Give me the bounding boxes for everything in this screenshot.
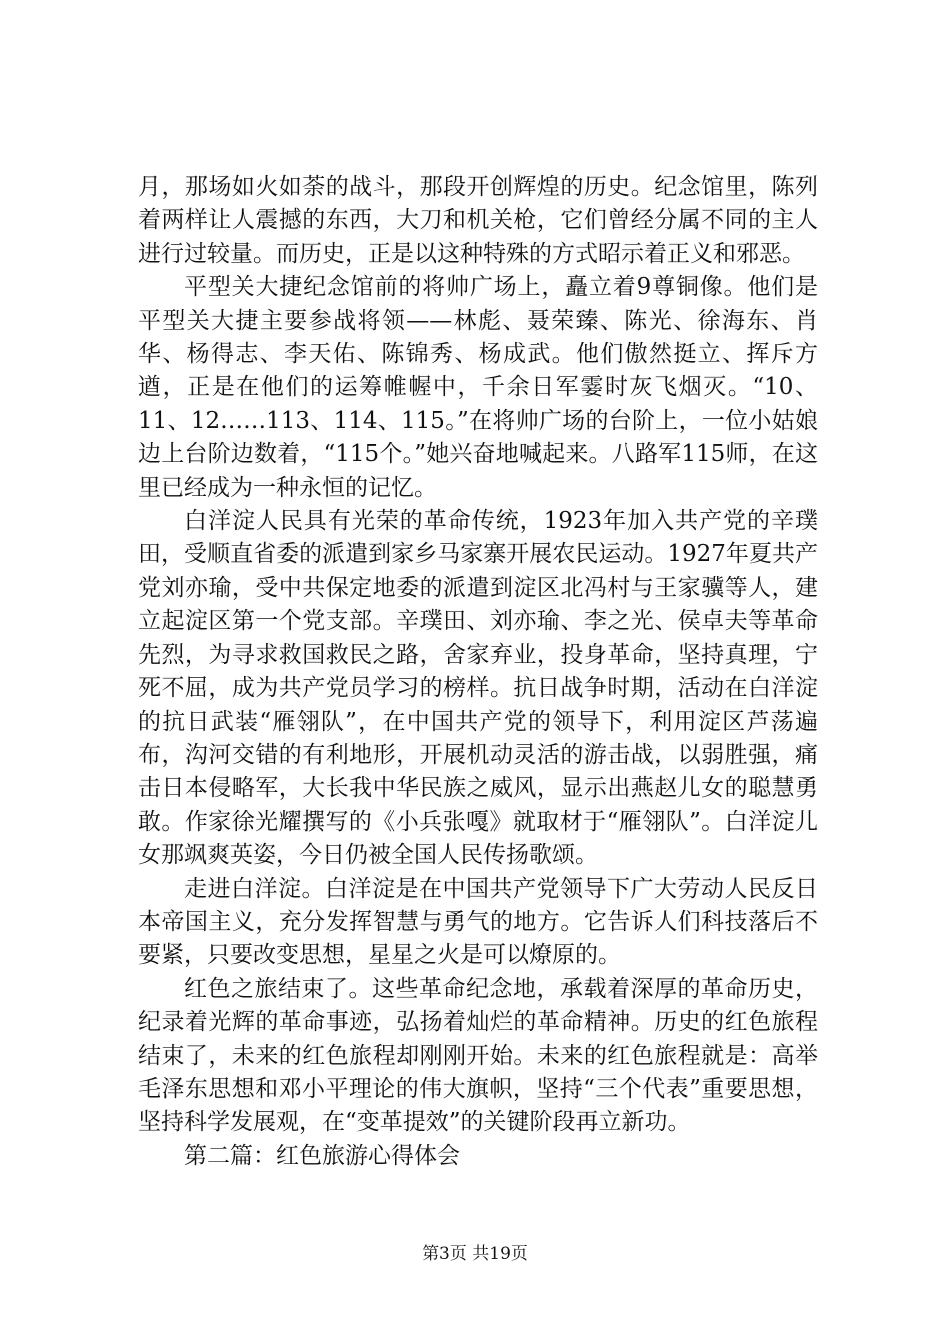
paragraph-visit-baiyangdian: 走进白洋淀。白洋淀是在中国共产党领导下广大劳动人民反日本帝国主义，充分发挥智慧与勇气的地方。它告诉人们科技落后不要紧，只要改变思想，星星之火是可以燎原的。: [138, 875, 818, 969]
paragraph-baiyangdian-history: 白洋淀人民具有光荣的革命传统，1923年加入共产党的辛璞田，受顺直省委的派遣到家乡马家寨开展农民运动。1927年夏共产党刘亦瑜，受中共保定地委的派遣到淀区北冯村与王家骥等人，建立起淀区第一个党支部。辛璞田、刘亦瑜、李之光、侯卓夫等革命先烈，为寻求救国救民之路，舍家弃业，投身革命，坚持真理，宁死不屈，成为共产党员学习的榜样。抗日战争时期，活动在白洋淀的抗日武装“雁翎队”，在中国共产党的领导下，利用淀区芦荡遍布，沟河交错的有利地形，开展机动灵活的游击战，以弱胜强，痛击日本侵略军，大长我中华民族之威风，显示出燕赵儿女的聪慧勇敢。作家徐光耀撰写的《小兵张嘎》就取材于“雁翎队”。白洋淀儿女那飒爽英姿，今日仍被全国人民传扬歌颂。: [138, 508, 818, 869]
page-number-footer: 第3页 共19页: [422, 1244, 528, 1264]
section-heading-part-two: 第二篇：红色旅游心得体会: [184, 1142, 460, 1169]
paragraph-conclusion: 红色之旅结束了。这些革命纪念地，承载着深厚的革命历史，纪录着光辉的革命事迹，弘扬着灿烂的革命精神。历史的红色旅程结束了，未来的红色旅程却刚刚开始。未来的红色旅程就是：高举毛泽东思想和邓小平理论的伟大旗帜，坚持“三个代表”重要思想，坚持科学发展观，在“变革提效”的关键阶段再立新功。: [138, 975, 818, 1136]
paragraph-continuation: 月，那场如火如荼的战斗，那段开创辉煌的历史。纪念馆里，陈列着两样让人震撼的东西，大刀和机关枪，它们曾经分属不同的主人进行过较量。而历史，正是以这种特殊的方式昭示着正义和邪恶。: [138, 174, 818, 267]
document-body: [138, 171, 818, 1173]
paragraph-pingxingguan: 平型关大捷纪念馆前的将帅广场上，矗立着9尊铜像。他们是平型关大捷主要参战将领——林彪、聂荣臻、陈光、徐海东、肖华、杨得志、李天佑、陈锦秀、杨成武。他们傲然挺立、挥斥方遒，正是在他们的运筹帷幄中，千余日军霎时灰飞烟灭。“10、11、12……113、114、115。”在将帅广场的台阶上，一位小姑娘边上台阶边数着，“115个。”她兴奋地喊起来。八路军115师，在这里已经成为一种永恒的记忆。: [138, 274, 818, 501]
